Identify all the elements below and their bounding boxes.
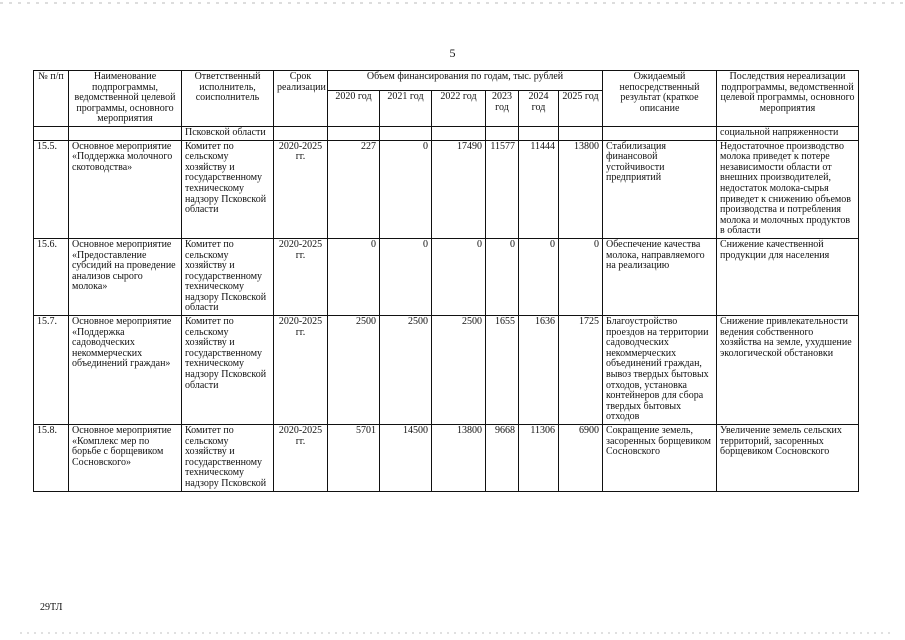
row-value: 1655 <box>486 316 519 425</box>
row-executor: Комитет по сельскому хозяйству и государственному техническому надзору Псковской области <box>182 140 274 238</box>
table-cell <box>34 126 69 140</box>
row-value: 13800 <box>559 140 603 238</box>
row-num: 15.7. <box>34 316 69 425</box>
header-result: Ожидаемый непосредственный результат (краткое описание <box>603 71 717 127</box>
footer-code: 29ТЛ <box>40 602 63 613</box>
continuation-consequences: социальной напряженности <box>717 126 859 140</box>
row-executor: Комитет по сельскому хозяйству и государственному техническому надзору Псковской области <box>182 238 274 315</box>
row-result: Стабилизация финансовой устойчивости предприятий <box>603 140 717 238</box>
row-result: Сокращение земель, засоренных борщевиком Сосновского <box>603 425 717 492</box>
row-value: 5701 <box>328 425 380 492</box>
header-term: Срок реализации <box>274 71 328 127</box>
row-term: 2020-2025 гг. <box>274 238 328 315</box>
row-value: 9668 <box>486 425 519 492</box>
row-value: 2500 <box>380 316 432 425</box>
row-result: Обеспечение качества молока, направляемого на реализацию <box>603 238 717 315</box>
row-term: 2020-2025 гг. <box>274 140 328 238</box>
table-row <box>34 238 859 315</box>
table-cell <box>603 126 717 140</box>
row-name: Основное мероприятие «Поддержка садоводческих некоммерческих объединений граждан» <box>69 316 182 425</box>
row-value: 11577 <box>486 140 519 238</box>
row-num: 15.6. <box>34 238 69 315</box>
row-executor: Комитет по сельскому хозяйству и государственному техническому надзору Псковской <box>182 425 274 492</box>
header-consequences: Последствия нереализации подпрограммы, ведомственной целевой программы, основного мероприятия <box>717 71 859 127</box>
row-value: 0 <box>380 140 432 238</box>
row-value: 1725 <box>559 316 603 425</box>
page-number: 5 <box>449 46 456 60</box>
header-year: 2023 год <box>486 91 519 127</box>
row-consequences: Снижение качественной продукции для населения <box>717 238 859 315</box>
row-value: 14500 <box>380 425 432 492</box>
header-year: 2025 год <box>559 91 603 127</box>
header-row-1 <box>34 71 859 91</box>
row-value: 13800 <box>432 425 486 492</box>
row-value: 0 <box>519 238 559 315</box>
table-row <box>34 140 859 238</box>
row-value: 2500 <box>328 316 380 425</box>
row-name: Основное мероприятие «Поддержка молочного скотоводства» <box>69 140 182 238</box>
header-year: 2024 год <box>519 91 559 127</box>
row-consequences: Недостаточное производство молока приведет к потере независимости области от внешних производителей, недостаток молока-сырья приведет к снижению объемов производства и потребления молока и молочных продуктов в области <box>717 140 859 238</box>
table-row <box>34 316 859 425</box>
row-consequences: Увеличение земель сельских территорий, засоренных борщевиком Сосновского <box>717 425 859 492</box>
row-value: 17490 <box>432 140 486 238</box>
row-value: 2500 <box>432 316 486 425</box>
header-year: 2020 год <box>328 91 380 127</box>
row-consequences: Снижение привлекательности ведения собственного хозяйства на земле, ухудшение экологической обстановки <box>717 316 859 425</box>
table-cell <box>69 126 182 140</box>
row-value: 0 <box>559 238 603 315</box>
table-cell <box>559 126 603 140</box>
table-cell <box>380 126 432 140</box>
row-value: 0 <box>432 238 486 315</box>
row-num: 15.8. <box>34 425 69 492</box>
row-num: 15.5. <box>34 140 69 238</box>
continuation-executor: Псковской области <box>182 126 274 140</box>
row-name: Основное мероприятие «Предоставление субсидий на проведение анализов сырого молока» <box>69 238 182 315</box>
row-value: 1636 <box>519 316 559 425</box>
row-value: 0 <box>380 238 432 315</box>
row-value: 227 <box>328 140 380 238</box>
table-cell <box>519 126 559 140</box>
continuation-row <box>34 126 859 140</box>
row-result: Благоустройство проездов на территории садоводческих некоммерческих объединений граждан, вывоз твердых бытовых отходов, установка контейнеров для сбора твердых бытовых отходов <box>603 316 717 425</box>
row-name: Основное мероприятие «Комплекс мер по борьбе с борщевиком Сосновского» <box>69 425 182 492</box>
row-value: 0 <box>486 238 519 315</box>
row-value: 6900 <box>559 425 603 492</box>
row-value: 0 <box>328 238 380 315</box>
header-executor: Ответственный исполнитель, соисполнитель <box>182 71 274 127</box>
row-term: 2020-2025 гг. <box>274 425 328 492</box>
program-table <box>33 70 859 492</box>
scan-noise-bottom <box>20 632 890 634</box>
header-year: 2021 год <box>380 91 432 127</box>
row-value: 11306 <box>519 425 559 492</box>
table-cell <box>328 126 380 140</box>
row-executor: Комитет по сельскому хозяйству и государственному техническому надзору Псковской области <box>182 316 274 425</box>
row-term: 2020-2025 гг. <box>274 316 328 425</box>
header-num: № п/п <box>34 71 69 127</box>
table-cell <box>486 126 519 140</box>
table-cell <box>274 126 328 140</box>
header-name: Наименование подпрограммы, ведомственной целевой программы, основного мероприятия <box>69 71 182 127</box>
header-year: 2022 год <box>432 91 486 127</box>
table-row <box>34 425 859 492</box>
row-value: 11444 <box>519 140 559 238</box>
header-financing: Объем финансирования по годам, тыс. рублей <box>328 71 603 91</box>
scan-noise-top <box>0 2 905 4</box>
table-cell <box>432 126 486 140</box>
